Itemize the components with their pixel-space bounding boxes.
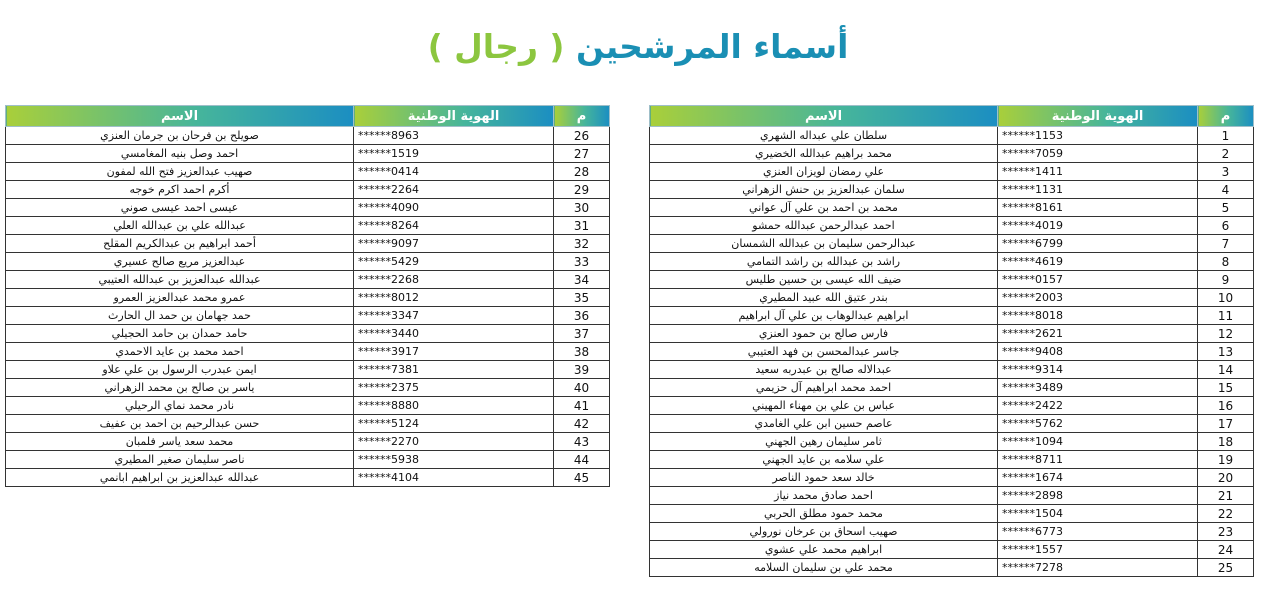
- national-id-cell: ******5762: [998, 415, 1198, 433]
- national-id-cell: ******1519: [354, 145, 554, 163]
- header-national-id: الهوية الوطنية: [998, 106, 1198, 127]
- table-row: [650, 433, 1254, 451]
- candidate-name-cell: عيسى احمد عيسى صوني: [6, 199, 354, 217]
- national-id-cell: ******7278: [998, 559, 1198, 577]
- candidate-name-cell: ياسر بن صالح بن محمد الزهراني: [6, 379, 354, 397]
- national-id-cell: ******2422: [998, 397, 1198, 415]
- candidate-name-cell: احمد عبدالرحمن عبدالله حمشو: [650, 217, 998, 235]
- row-number-cell: 9: [1198, 271, 1254, 289]
- row-number-cell: 25: [1198, 559, 1254, 577]
- candidate-name-cell: عمرو محمد عبدالعزيز العمرو: [6, 289, 354, 307]
- table-row: [650, 289, 1254, 307]
- national-id-cell: ******4090: [354, 199, 554, 217]
- candidate-name-cell: محمد سعد ياسر فلمبان: [6, 433, 354, 451]
- page-title: [0, 22, 1276, 72]
- row-number-cell: 40: [554, 379, 610, 397]
- row-number-cell: 20: [1198, 469, 1254, 487]
- table-row: [6, 325, 610, 343]
- national-id-cell: ******9408: [998, 343, 1198, 361]
- header-national-id: الهوية الوطنية: [354, 106, 554, 127]
- row-number-cell: 41: [554, 397, 610, 415]
- row-number-cell: 23: [1198, 523, 1254, 541]
- national-id-cell: ******8012: [354, 289, 554, 307]
- row-number-cell: 43: [554, 433, 610, 451]
- national-id-cell: ******1674: [998, 469, 1198, 487]
- table-header-row: [6, 106, 610, 127]
- national-id-cell: ******1131: [998, 181, 1198, 199]
- row-number-cell: 1: [1198, 127, 1254, 145]
- row-number-cell: 12: [1198, 325, 1254, 343]
- row-number-cell: 30: [554, 199, 610, 217]
- candidate-name-cell: عباس بن علي بن مهناء المهيني: [650, 397, 998, 415]
- table-row: [6, 469, 610, 487]
- row-number-cell: 33: [554, 253, 610, 271]
- national-id-cell: ******1411: [998, 163, 1198, 181]
- national-id-cell: ******3917: [354, 343, 554, 361]
- table-row: [6, 253, 610, 271]
- candidate-name-cell: احمد وصل بنيه المغامسي: [6, 145, 354, 163]
- candidate-name-cell: عبدالله عبدالعزيز بن ابراهيم ابانمي: [6, 469, 354, 487]
- candidate-name-cell: احمد محمد بن عايد الاحمدي: [6, 343, 354, 361]
- candidate-name-cell: محمد بن احمد بن علي آل عواني: [650, 199, 998, 217]
- national-id-cell: ******7381: [354, 361, 554, 379]
- row-number-cell: 11: [1198, 307, 1254, 325]
- row-number-cell: 4: [1198, 181, 1254, 199]
- national-id-cell: ******8963: [354, 127, 554, 145]
- candidate-name-cell: عبدالاله صالح بن عبدربه سعيد: [650, 361, 998, 379]
- table-row: [6, 361, 610, 379]
- national-id-cell: ******9314: [998, 361, 1198, 379]
- table-row: [6, 145, 610, 163]
- candidate-name-cell: عبدالعزيز مريع صالح عسيري: [6, 253, 354, 271]
- candidate-name-cell: عبدالرحمن سليمان بن عبدالله الشمسان: [650, 235, 998, 253]
- table-row: [650, 487, 1254, 505]
- row-number-cell: 5: [1198, 199, 1254, 217]
- candidate-name-cell: محمد علي بن سليمان السلامه: [650, 559, 998, 577]
- table-row: [650, 415, 1254, 433]
- table-row: [6, 289, 610, 307]
- table-row: [6, 433, 610, 451]
- candidate-name-cell: فارس صالح بن حمود العنزي: [650, 325, 998, 343]
- candidate-name-cell: أحمد ابراهيم بن عبدالكريم المقلح: [6, 235, 354, 253]
- candidate-name-cell: عبدالله عبدالعزيز بن عبدالله العتيبي: [6, 271, 354, 289]
- table-row: [650, 559, 1254, 577]
- header-number: م: [1198, 106, 1254, 127]
- title-main: أسماء المرشحين: [576, 27, 849, 66]
- national-id-cell: ******4104: [354, 469, 554, 487]
- table-row: [6, 163, 610, 181]
- row-number-cell: 29: [554, 181, 610, 199]
- row-number-cell: 10: [1198, 289, 1254, 307]
- table-row: [6, 217, 610, 235]
- table-row: [650, 271, 1254, 289]
- national-id-cell: ******6799: [998, 235, 1198, 253]
- table-row: [650, 451, 1254, 469]
- row-number-cell: 2: [1198, 145, 1254, 163]
- row-number-cell: 34: [554, 271, 610, 289]
- candidate-name-cell: ايمن عبدرب الرسول بن علي علاو: [6, 361, 354, 379]
- national-id-cell: ******2375: [354, 379, 554, 397]
- national-id-cell: ******8264: [354, 217, 554, 235]
- national-id-cell: ******5124: [354, 415, 554, 433]
- national-id-cell: ******7059: [998, 145, 1198, 163]
- national-id-cell: ******2621: [998, 325, 1198, 343]
- candidate-name-cell: صهيب عبدالعزيز فتح الله لمفون: [6, 163, 354, 181]
- national-id-cell: ******1504: [998, 505, 1198, 523]
- national-id-cell: ******2268: [354, 271, 554, 289]
- row-number-cell: 45: [554, 469, 610, 487]
- row-number-cell: 27: [554, 145, 610, 163]
- table-row: [6, 451, 610, 469]
- national-id-cell: ******4019: [998, 217, 1198, 235]
- header-name: الاسم: [6, 106, 354, 127]
- national-id-cell: ******5429: [354, 253, 554, 271]
- candidate-name-cell: عبدالله علي بن عبدالله العلي: [6, 217, 354, 235]
- row-number-cell: 17: [1198, 415, 1254, 433]
- national-id-cell: ******8711: [998, 451, 1198, 469]
- row-number-cell: 26: [554, 127, 610, 145]
- row-number-cell: 38: [554, 343, 610, 361]
- candidate-name-cell: أكرم احمد اكرم خوجه: [6, 181, 354, 199]
- candidate-name-cell: ثامر سليمان رهين الجهني: [650, 433, 998, 451]
- national-id-cell: ******3440: [354, 325, 554, 343]
- table-row: [6, 343, 610, 361]
- row-number-cell: 19: [1198, 451, 1254, 469]
- national-id-cell: ******8161: [998, 199, 1198, 217]
- table-row: [6, 271, 610, 289]
- table-row: [6, 199, 610, 217]
- candidate-name-cell: سلمان عبدالعزيز بن حنش الزهراني: [650, 181, 998, 199]
- table-row: [650, 163, 1254, 181]
- table-row: [6, 127, 610, 145]
- row-number-cell: 44: [554, 451, 610, 469]
- national-id-cell: ******2003: [998, 289, 1198, 307]
- row-number-cell: 7: [1198, 235, 1254, 253]
- table-row: [6, 307, 610, 325]
- table-row: [650, 181, 1254, 199]
- row-number-cell: 36: [554, 307, 610, 325]
- table-row: [650, 379, 1254, 397]
- candidate-name-cell: نادر محمد نماي الرحيلي: [6, 397, 354, 415]
- row-number-cell: 42: [554, 415, 610, 433]
- national-id-cell: ******1153: [998, 127, 1198, 145]
- national-id-cell: ******5938: [354, 451, 554, 469]
- row-number-cell: 15: [1198, 379, 1254, 397]
- row-number-cell: 37: [554, 325, 610, 343]
- title-sub: ( رجال ): [427, 27, 565, 66]
- candidate-name-cell: محمد براهيم عبدالله الخضيري: [650, 145, 998, 163]
- candidate-name-cell: عاصم حسين ابن علي الغامدي: [650, 415, 998, 433]
- row-number-cell: 21: [1198, 487, 1254, 505]
- national-id-cell: ******1094: [998, 433, 1198, 451]
- table-row: [650, 127, 1254, 145]
- table-row: [650, 199, 1254, 217]
- table-row: [650, 541, 1254, 559]
- row-number-cell: 18: [1198, 433, 1254, 451]
- candidate-name-cell: حسن عبدالرحيم بن احمد بن عفيف: [6, 415, 354, 433]
- table-row: [6, 397, 610, 415]
- candidate-name-cell: جاسر عبدالمحسن بن فهد العتيبي: [650, 343, 998, 361]
- row-number-cell: 39: [554, 361, 610, 379]
- national-id-cell: ******2898: [998, 487, 1198, 505]
- table-row: [650, 469, 1254, 487]
- national-id-cell: ******6773: [998, 523, 1198, 541]
- table-row: [6, 379, 610, 397]
- candidate-name-cell: بندر عتيق الله عبيد المطيري: [650, 289, 998, 307]
- table-row: [6, 415, 610, 433]
- national-id-cell: ******1557: [998, 541, 1198, 559]
- candidates-table-right: [649, 105, 1254, 577]
- national-id-cell: ******0157: [998, 271, 1198, 289]
- national-id-cell: ******9097: [354, 235, 554, 253]
- row-number-cell: 32: [554, 235, 610, 253]
- table-row: [650, 505, 1254, 523]
- row-number-cell: 13: [1198, 343, 1254, 361]
- row-number-cell: 22: [1198, 505, 1254, 523]
- table-row: [650, 397, 1254, 415]
- row-number-cell: 16: [1198, 397, 1254, 415]
- table-header-row: [650, 106, 1254, 127]
- table-row: [650, 307, 1254, 325]
- candidate-name-cell: حامد حمدان بن حامد الحجيلي: [6, 325, 354, 343]
- candidate-name-cell: ناصر سليمان صغير المطيري: [6, 451, 354, 469]
- national-id-cell: ******8018: [998, 307, 1198, 325]
- table-row: [650, 325, 1254, 343]
- table-row: [6, 181, 610, 199]
- row-number-cell: 14: [1198, 361, 1254, 379]
- row-number-cell: 35: [554, 289, 610, 307]
- national-id-cell: ******0414: [354, 163, 554, 181]
- candidate-name-cell: محمد حمود مطلق الحربي: [650, 505, 998, 523]
- candidate-name-cell: علي سلامه بن عايد الجهني: [650, 451, 998, 469]
- row-number-cell: 6: [1198, 217, 1254, 235]
- table-row: [650, 145, 1254, 163]
- national-id-cell: ******4619: [998, 253, 1198, 271]
- candidate-name-cell: احمد محمد ابراهيم آل حزيمي: [650, 379, 998, 397]
- national-id-cell: ******3347: [354, 307, 554, 325]
- row-number-cell: 24: [1198, 541, 1254, 559]
- candidate-name-cell: ابراهيم عبدالوهاب بن علي آل ابراهيم: [650, 307, 998, 325]
- row-number-cell: 3: [1198, 163, 1254, 181]
- table-row: [650, 217, 1254, 235]
- row-number-cell: 8: [1198, 253, 1254, 271]
- candidate-name-cell: صويلح بن فرحان بن جرمان العنزي: [6, 127, 354, 145]
- candidate-name-cell: ابراهيم محمد علي عشوي: [650, 541, 998, 559]
- candidate-name-cell: حمد جهامان بن حمد ال الحارث: [6, 307, 354, 325]
- candidate-name-cell: علي رمضان لويزان العنزي: [650, 163, 998, 181]
- header-number: م: [554, 106, 610, 127]
- candidate-name-cell: صهيب اسحاق بن عرخان نورولي: [650, 523, 998, 541]
- candidate-name-cell: احمد صادق محمد نياز: [650, 487, 998, 505]
- table-row: [650, 523, 1254, 541]
- row-number-cell: 31: [554, 217, 610, 235]
- table-row: [650, 361, 1254, 379]
- table-row: [650, 253, 1254, 271]
- candidates-table-left: [5, 105, 610, 487]
- table-row: [650, 235, 1254, 253]
- national-id-cell: ******2264: [354, 181, 554, 199]
- candidate-name-cell: راشد بن عبدالله بن راشد التمامي: [650, 253, 998, 271]
- table-row: [650, 343, 1254, 361]
- national-id-cell: ******2270: [354, 433, 554, 451]
- header-name: الاسم: [650, 106, 998, 127]
- table-row: [6, 235, 610, 253]
- candidate-name-cell: سلطان علي عبداله الشهري: [650, 127, 998, 145]
- row-number-cell: 28: [554, 163, 610, 181]
- candidate-name-cell: خالد سعد حمود الناصر: [650, 469, 998, 487]
- candidate-name-cell: ضيف الله عيسى بن حسين طليس: [650, 271, 998, 289]
- national-id-cell: ******3489: [998, 379, 1198, 397]
- national-id-cell: ******8880: [354, 397, 554, 415]
